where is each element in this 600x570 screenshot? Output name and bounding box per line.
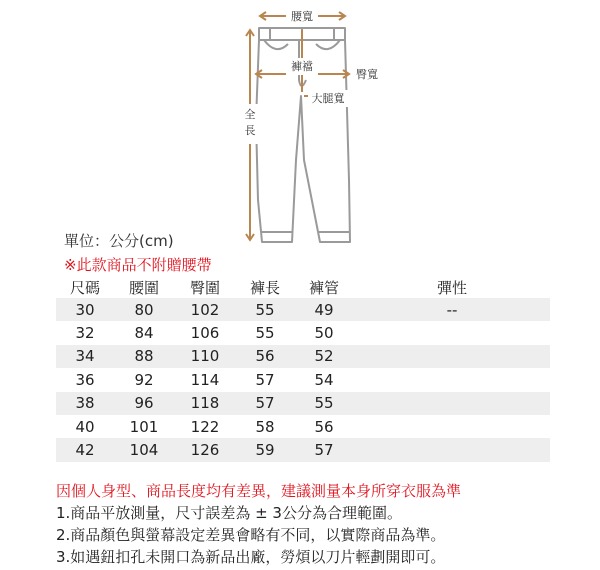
cell-waist: 88	[114, 345, 174, 368]
cell-length: 56	[236, 345, 294, 368]
pocket-right	[316, 40, 340, 49]
cell-stretch	[354, 392, 550, 415]
cell-hip: 110	[174, 345, 236, 368]
rise-label: 褲襠	[291, 60, 313, 73]
cell-size: 30	[56, 298, 114, 321]
hip-label: 臀寬	[356, 68, 378, 81]
table-row	[56, 298, 550, 321]
cell-stretch: --	[354, 298, 550, 321]
cell-size: 34	[56, 345, 114, 368]
cell-waist: 84	[134, 324, 154, 343]
table-row	[56, 345, 550, 368]
cell-hem: 56	[314, 417, 334, 436]
unit-label: 單位：公分(cm)	[64, 232, 174, 250]
measurement-disclaimer: 因個人身型、商品長度均有差異，建議測量本身所穿衣服為準	[56, 482, 462, 500]
thigh-label: 大腿寬	[311, 92, 345, 105]
pants-measurement-diagram	[0, 0, 600, 250]
length-label-top: 全	[244, 108, 256, 121]
header-hem: 褲管	[308, 278, 339, 297]
waist-label: 腰寬	[291, 10, 313, 23]
header-hip: 臀圍	[189, 278, 220, 297]
cell-size: 40	[75, 417, 95, 436]
header-length: 褲長	[249, 278, 280, 297]
header-stretch: 彈性	[436, 278, 467, 297]
belt-note: ※此款商品不附贈腰帶	[64, 256, 212, 274]
cell-length: 57	[236, 392, 294, 415]
cell-size: 36	[75, 370, 95, 389]
cell-hip: 106	[190, 324, 220, 343]
size-table-header	[56, 276, 550, 298]
size-table	[56, 276, 550, 462]
cell-hem: 57	[294, 438, 354, 461]
cell-hem: 49	[294, 298, 354, 321]
cell-length: 58	[255, 417, 275, 436]
cell-waist: 92	[134, 370, 154, 389]
cell-stretch	[354, 368, 550, 391]
cell-hem: 50	[314, 324, 334, 343]
cell-hip: 114	[190, 370, 220, 389]
cell-size: 42	[56, 438, 114, 461]
pocket-left	[264, 40, 288, 49]
cell-stretch	[354, 321, 550, 344]
cell-hem: 54	[314, 370, 334, 389]
cell-waist: 80	[114, 298, 174, 321]
cell-hem: 55	[294, 392, 354, 415]
cell-waist: 104	[114, 438, 174, 461]
cell-size: 38	[56, 392, 114, 415]
table-row	[56, 392, 550, 415]
cell-length: 55	[255, 324, 275, 343]
cell-hem: 52	[294, 345, 354, 368]
note-item: 2.商品顏色與螢幕設定差異會略有不同，以實際商品為準。	[56, 526, 446, 544]
table-row	[56, 438, 550, 461]
cell-length: 55	[236, 298, 294, 321]
cell-stretch	[354, 415, 550, 438]
note-item: 1.商品平放測量，尺寸誤差為 ± 3公分為合理範圍。	[56, 504, 402, 522]
header-size: 尺碼	[69, 278, 100, 297]
cell-hip: 118	[174, 392, 236, 415]
table-row	[56, 321, 550, 344]
cell-stretch	[354, 345, 550, 368]
length-label-bottom: 長	[244, 124, 256, 137]
cell-length: 57	[255, 370, 275, 389]
cell-length: 59	[236, 438, 294, 461]
cell-size: 32	[75, 324, 95, 343]
cell-stretch	[354, 438, 550, 461]
cell-waist: 96	[114, 392, 174, 415]
cell-waist: 101	[129, 417, 159, 436]
table-row	[56, 368, 550, 391]
note-item: 3.如遇鈕扣孔未開口為新品出廠，勞煩以刀片輕劃開即可。	[56, 548, 446, 566]
header-waist: 腰圍	[128, 278, 159, 297]
cell-hip: 102	[174, 298, 236, 321]
notes-list	[56, 502, 445, 568]
table-row	[56, 415, 550, 438]
cell-hip: 122	[190, 417, 220, 436]
cell-hip: 126	[174, 438, 236, 461]
